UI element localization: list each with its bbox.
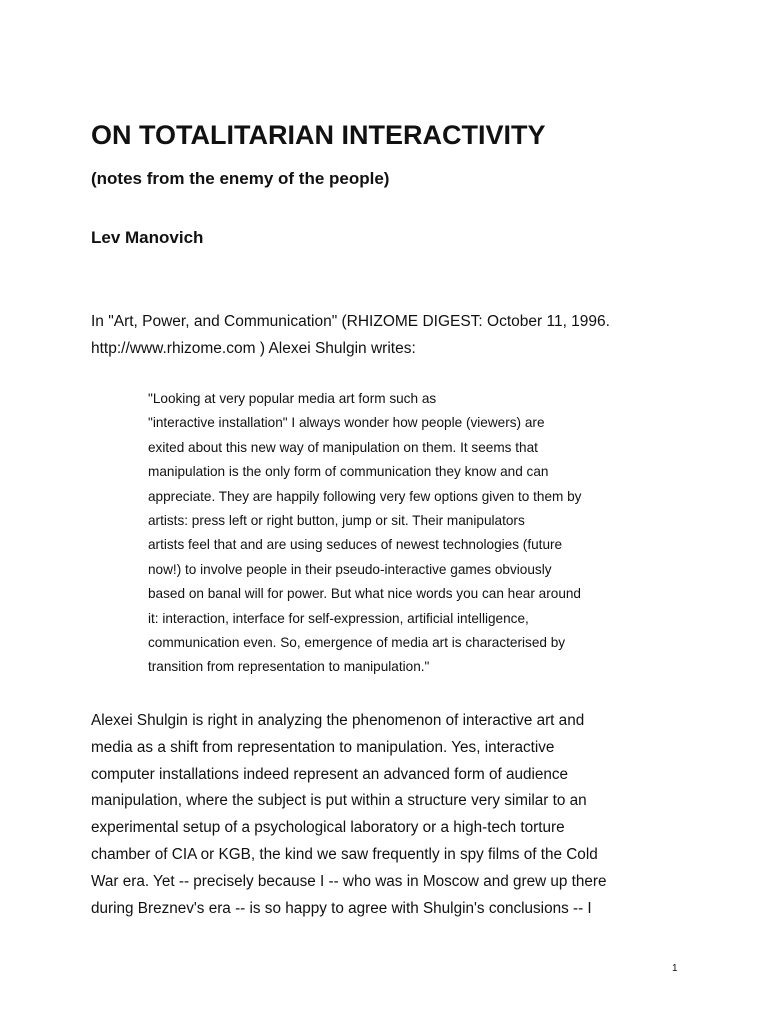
body-line: Alexei Shulgin is right in analyzing the phenomenon of interactive art and — [91, 712, 585, 729]
body-line: during Breznev's era -- is so happy to agree with Shulgin's conclusions -- I — [91, 899, 592, 917]
body-line: computer installations indeed represent an advanced form of audience — [91, 765, 569, 783]
quote-line: "interactive installation" I always wonder how people (viewers) are — [148, 415, 545, 431]
body-line: chamber of CIA or KGB, the kind we saw frequently in spy films of the Cold — [91, 845, 598, 863]
page-number: 1 — [672, 963, 678, 974]
document-subtitle: (notes from the enemy of the people) — [91, 169, 390, 188]
quote-line: it: interaction, interface for self-expression, artificial intelligence, — [148, 610, 529, 626]
quote-line: based on banal will for power. But what nice words you can hear around — [148, 586, 581, 602]
quote-line: communication even. So, emergence of media art is characterised by — [148, 635, 566, 651]
body-line: media as a shift from representation to manipulation. Yes, interactive — [91, 738, 555, 756]
intro-line: http://www.rhizome.com ) Alexei Shulgin writes: — [91, 340, 416, 357]
quote-line: "Looking at very popular media art form such as — [148, 391, 437, 406]
document-title: ON TOTALITARIAN INTERACTIVITY — [91, 120, 546, 150]
quote-line: manipulation is the only form of communication they know and can — [148, 464, 549, 480]
quote-line: transition from representation to manipulation." — [148, 659, 430, 675]
intro-paragraph — [91, 308, 691, 362]
body-line: experimental setup of a psychological laboratory or a high-tech torture — [91, 819, 565, 837]
quote-line: exited about this new way of manipulation on them. It seems that — [148, 439, 538, 455]
quote-line: artists feel that and are using seduces of newest technologies (future — [148, 537, 563, 553]
block-quote — [148, 387, 708, 680]
body-paragraph — [91, 708, 711, 922]
intro-line: In "Art, Power, and Communication" (RHIZOME DIGEST: October 11, 1996. — [91, 313, 610, 330]
quote-line: now!) to involve people in their pseudo-interactive games obviously — [148, 561, 552, 577]
quote-line: artists: press left or right button, jump or sit. Their manipulators — [148, 513, 525, 529]
body-line: manipulation, where the subject is put within a structure very similar to an — [91, 792, 587, 810]
quote-line: appreciate. They are happily following very few options given to them by — [148, 488, 582, 504]
body-line: War era. Yet -- precisely because I -- who was in Moscow and grew up there — [91, 872, 607, 890]
author-name: Lev Manovich — [91, 228, 204, 247]
